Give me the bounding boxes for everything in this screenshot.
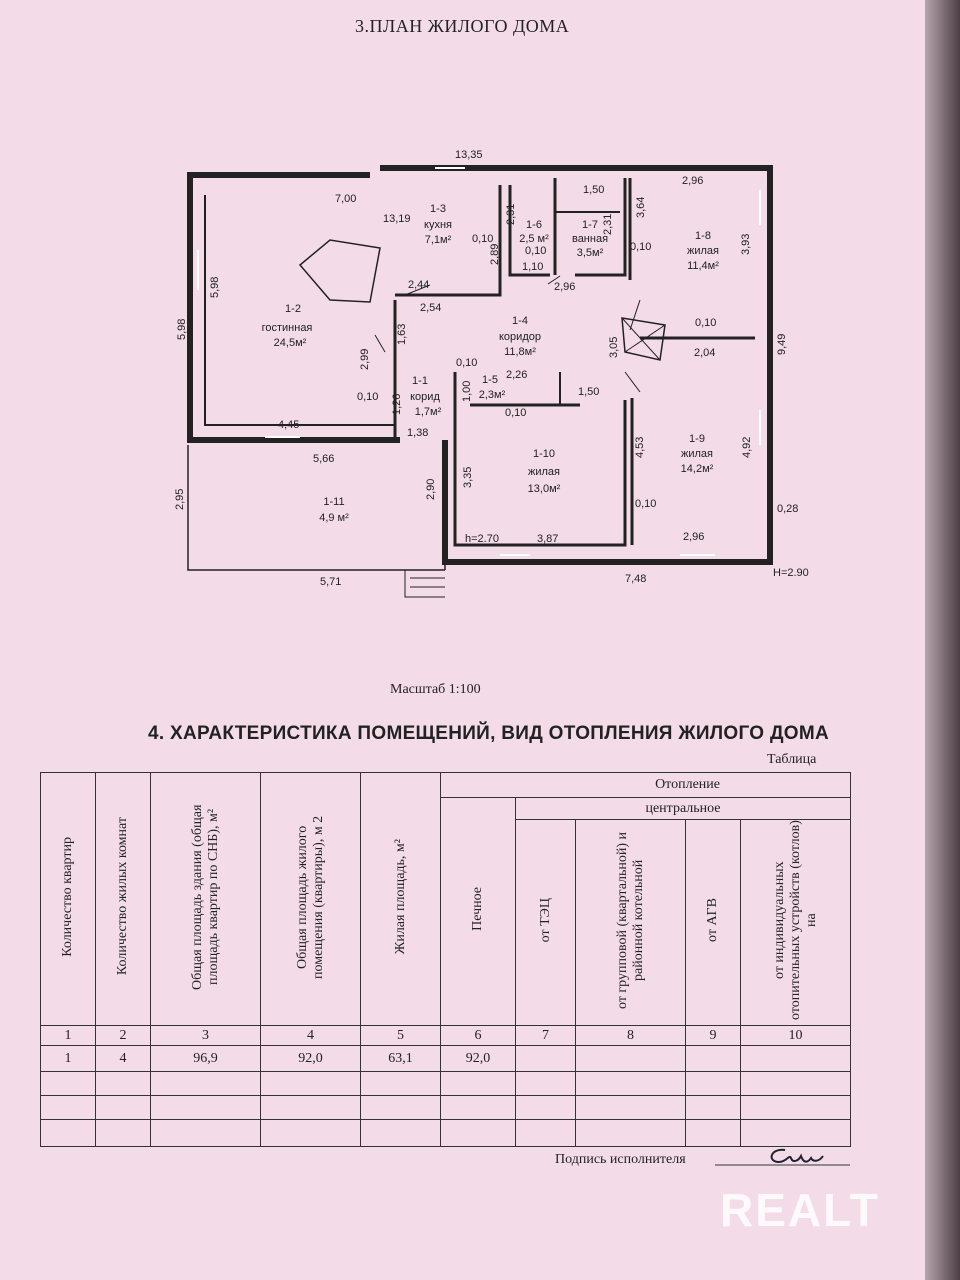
room-1-10-name: жилая xyxy=(528,466,560,478)
table-row xyxy=(41,1072,851,1096)
room-1-2-id: 1-2 xyxy=(285,303,301,315)
room-1-6-id: 1-6 xyxy=(526,219,542,231)
header-cell: Количество жилых комнат xyxy=(96,773,151,1026)
table-title: 4. ХАРАКТЕРИСТИКА ПОМЕЩЕНИЙ, ВИД ОТОПЛЕНИЯ ЖИЛОГО ДОМА xyxy=(148,723,830,744)
room-1-2-name: гостинная xyxy=(261,322,313,334)
signature-image xyxy=(715,1140,855,1170)
dim-label: 2,96 xyxy=(682,175,704,187)
dim-label: 2,90 xyxy=(425,478,437,500)
dim-label: 4,45 xyxy=(278,419,300,431)
dim-label: 1,50 xyxy=(583,184,605,196)
room-1-7-name: ванная xyxy=(571,233,609,245)
dim-label: 5,66 xyxy=(313,453,335,465)
column-number-row: 1 2 3 4 5 6 7 8 9 10 xyxy=(41,1026,851,1046)
room-1-1-area: 1,7м² xyxy=(414,406,442,418)
dim-label: 0,10 xyxy=(525,245,547,257)
table-row xyxy=(41,1096,851,1120)
header-cell: Количество квартир xyxy=(41,773,96,1026)
dim-label: 2,04 xyxy=(694,347,716,359)
dim-label: 2,31 xyxy=(602,213,614,235)
room-1-8-name: жилая xyxy=(687,245,719,257)
scale-label: Масштаб 1:100 xyxy=(390,682,481,697)
dim-label: 5,71 xyxy=(320,576,342,588)
background-edge xyxy=(925,0,960,1280)
dim-label: 0,10 xyxy=(472,233,494,245)
dim-label: 2,44 xyxy=(408,279,430,291)
room-1-9-area: 14,2м² xyxy=(680,463,714,475)
dim-label: 2,89 xyxy=(489,243,501,265)
dim-label: 4,92 xyxy=(741,436,753,458)
dim-label: 0,10 xyxy=(357,391,379,403)
table-label: Таблица xyxy=(767,752,817,767)
room-1-3-id: 1-3 xyxy=(430,203,446,215)
dim-label: H=2.90 xyxy=(773,567,809,579)
dim-label: 9,49 xyxy=(776,333,788,355)
dim-label: 1,50 xyxy=(578,386,600,398)
dim-label: 3,93 xyxy=(740,233,752,255)
dim-label: 0,10 xyxy=(630,241,652,253)
dim-label: 0,28 xyxy=(777,503,799,515)
dim-label: 7,00 xyxy=(335,193,357,205)
room-1-4-id: 1-4 xyxy=(512,315,528,327)
room-1-4-name: коридор xyxy=(499,331,541,343)
room-1-5-id: 1-5 xyxy=(482,374,498,386)
dim-label: 2,31 xyxy=(505,203,517,225)
dim-label: 0,10 xyxy=(505,407,527,419)
room-1-7-id: 1-7 xyxy=(582,219,598,231)
header-cell: Жилая площадь, м² xyxy=(361,773,441,1026)
header-cell: от ТЭЦ xyxy=(516,820,576,1026)
dim-label: 13,35 xyxy=(455,149,483,161)
dim-label: 3,35 xyxy=(462,466,474,488)
header-cell: от индивидуальных отопительных устройств (котлов) на xyxy=(741,820,851,1026)
room-1-8-id: 1-8 xyxy=(695,230,711,242)
room-1-9-id: 1-9 xyxy=(689,433,705,445)
dim-label: 0,10 xyxy=(695,317,717,329)
dim-label: 0,10 xyxy=(456,357,478,369)
dim-label: 7,48 xyxy=(625,573,647,585)
watermark-logo: REALT xyxy=(720,1184,880,1236)
dim-label: 2,96 xyxy=(554,281,576,293)
dim-label: 2,96 xyxy=(683,531,705,543)
dim-label: 3,64 xyxy=(635,196,647,218)
dim-label: 1,26 xyxy=(391,393,403,415)
dim-label: 1,00 xyxy=(461,380,473,402)
dim-label: 5,98 xyxy=(209,276,221,298)
header-cell: от АГВ xyxy=(686,820,741,1026)
dim-label: 2,95 xyxy=(174,488,186,510)
room-1-11-id: 1-11 xyxy=(323,496,345,508)
dim-label: 1,63 xyxy=(396,323,408,345)
dim-label: 3,05 xyxy=(608,336,620,358)
header-cell: Общая площадь жилого помещения (квартиры), м 2 xyxy=(261,773,361,1026)
header-cell: Печное xyxy=(441,798,516,1026)
table-row: 1 4 96,9 92,0 63,1 92,0 xyxy=(41,1046,851,1072)
dim-label: 2,99 xyxy=(359,348,371,370)
dim-label: 5,98 xyxy=(176,318,188,340)
signature-label: Подпись исполнителя xyxy=(555,1152,686,1167)
dim-label: 2,26 xyxy=(506,369,528,381)
dim-label: 0,10 xyxy=(635,498,657,510)
room-1-1-id: 1-1 xyxy=(412,375,428,387)
room-1-7-area: 3,5м² xyxy=(576,247,604,259)
room-1-2-area: 24,5м² xyxy=(273,337,307,349)
room-1-6-area: 2,5 м² xyxy=(519,233,549,245)
room-1-4-area: 11,8м² xyxy=(504,346,536,358)
room-1-5-area: 2,3м² xyxy=(478,389,506,401)
room-1-3-name: кухня xyxy=(424,219,452,231)
header-cell: Общая площадь здания (общая площадь квартир по СНБ), м² xyxy=(151,773,261,1026)
dim-label: 13,19 xyxy=(383,213,411,225)
room-1-10-id: 1-10 xyxy=(532,448,556,460)
dim-label: 3,87 xyxy=(537,533,559,545)
dim-label: 1,10 xyxy=(522,261,544,273)
dim-label: 2,54 xyxy=(420,302,442,314)
plan-title: 3.ПЛАН ЖИЛОГО ДОМА xyxy=(355,16,570,36)
room-1-8-area: 11,4м² xyxy=(687,260,719,272)
room-1-1-name: корид xyxy=(410,391,440,403)
room-1-3-area: 7,1м² xyxy=(424,234,452,246)
dim-label: 4,53 xyxy=(634,436,646,458)
heating-header: Отопление xyxy=(441,773,851,798)
dim-label: 1,38 xyxy=(407,427,429,439)
central-header: центральное xyxy=(516,798,851,820)
room-1-10-area: 13,0м² xyxy=(527,483,561,495)
characteristics-table xyxy=(40,772,851,1147)
dim-label: h=2.70 xyxy=(465,533,499,545)
room-1-11-area: 4,9 м² xyxy=(319,512,349,524)
header-cell: от групповой (квартальной) и районной котельной xyxy=(576,820,686,1026)
room-1-9-name: жилая xyxy=(681,448,713,460)
